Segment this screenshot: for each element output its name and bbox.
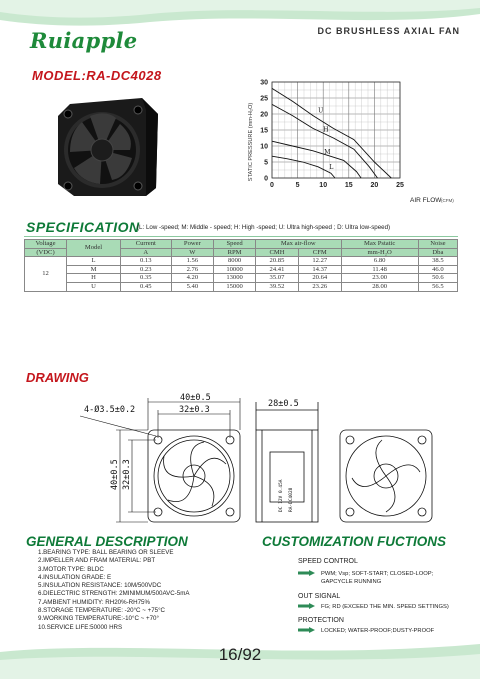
speed-cell: 15000 xyxy=(214,282,256,291)
series-label: M xyxy=(324,149,331,156)
arrow-icon xyxy=(298,627,315,633)
table-row xyxy=(25,274,458,283)
brand-logo: Ruiapple xyxy=(30,28,138,53)
list-item: 3.MOTOR TYPE: BLDC xyxy=(38,565,104,573)
list-item: 4.INSULATION GRADE: E xyxy=(38,573,112,581)
x-axis-unit: (CFM) xyxy=(441,198,454,203)
current-cell: 0.13 xyxy=(121,257,172,266)
power-cell: 5.40 xyxy=(171,282,214,291)
protection-line1: LOCKED; WATER-PROOF;DUSTY-PROOF xyxy=(321,628,435,634)
list-item: 6.DIELECTRIC STRENGTH: 2MINIMUM/500AVC-5mA xyxy=(38,590,190,598)
col-speed: Speed xyxy=(214,240,256,249)
spec-table xyxy=(24,239,458,292)
list-item: 7.AMBIENT HUMIDITY: RH20%-RH75% xyxy=(38,598,150,606)
unit-pressure: mm-H₂O xyxy=(341,248,418,257)
series-label: L xyxy=(329,164,334,172)
cfm-cell: 20.64 xyxy=(298,274,341,283)
protection-heading: PROTECTION xyxy=(298,617,344,624)
speed-cell: 13000 xyxy=(214,274,256,283)
series-label: H xyxy=(323,126,329,134)
unit-current: A xyxy=(121,248,172,257)
series-line-m xyxy=(272,141,361,178)
cfm-cell: 12.27 xyxy=(298,257,341,266)
front-view-dims xyxy=(80,398,240,522)
pressure-cell: 6.80 xyxy=(341,257,418,266)
y-tick-label: 10 xyxy=(260,143,268,151)
noise-cell: 50.6 xyxy=(418,274,457,283)
col-model: Model xyxy=(67,240,121,257)
customization-title: CUSTOMIZATION FUCTIONS xyxy=(262,534,446,549)
speed-control-line1: PWM; Vsp; SOFT-START; CLOSED-LOOP; xyxy=(321,571,434,577)
speed-cell: 10000 xyxy=(214,265,256,274)
current-cell: 0.35 xyxy=(121,274,172,283)
chart-series xyxy=(272,88,391,178)
page-number: 16/92 xyxy=(218,645,262,664)
speed-cell: 8000 xyxy=(214,257,256,266)
cmh-cell: 20.85 xyxy=(255,257,298,266)
dim-hole-diameter: 4-Ø3.5±0.2 xyxy=(84,405,136,415)
col-pressure: Max Pstatic xyxy=(341,240,418,249)
model-cell: U xyxy=(67,282,121,291)
general-description-list xyxy=(38,549,263,632)
side-label-sub: DC 12V 0.45A xyxy=(279,479,284,512)
drawing-title: DRAWING xyxy=(26,370,89,385)
x-tick-label: 20 xyxy=(370,182,379,189)
y-tick-label: 30 xyxy=(260,79,268,87)
power-cell: 1.56 xyxy=(171,257,214,266)
x-axis-label: AIR FLOW xyxy=(410,197,442,204)
front-view xyxy=(148,430,240,522)
power-cell: 2.76 xyxy=(171,265,214,274)
col-current: Current xyxy=(121,240,172,249)
general-description-title: GENERAL DESCRIPTION xyxy=(26,534,188,549)
y-tick-label: 25 xyxy=(260,95,268,103)
spec-title: SPECIFICATION xyxy=(26,219,140,235)
y-axis-label: STATIC PRESSURE (mm-H₂O) xyxy=(248,102,254,182)
cfm-cell: 14.37 xyxy=(298,265,341,274)
model-cell: M xyxy=(67,265,121,274)
unit-noise: Dba xyxy=(418,248,457,257)
list-item: 8.STORAGE TEMPERATURE: -20°C ~ +75°C xyxy=(38,607,166,615)
dim-hole-spacing: 32±0.3 xyxy=(179,405,210,415)
x-tick-label: 25 xyxy=(396,182,404,189)
speed-control-row xyxy=(298,570,433,586)
dim-height-spacing: 32±0.3 xyxy=(122,459,132,490)
noise-cell: 46.0 xyxy=(418,265,457,274)
fan-product-photo xyxy=(50,92,162,200)
pressure-cell: 28.00 xyxy=(341,282,418,291)
y-tick-label: 15 xyxy=(260,127,268,135)
speed-control-line2: GAPCYCLE RUNNING xyxy=(321,579,382,585)
protection-row xyxy=(298,627,434,635)
voltage-cell: 12 xyxy=(25,257,67,291)
list-item: 10.SERVICE LIFE:50000 HRS xyxy=(38,623,123,631)
x-tick-label: 5 xyxy=(295,182,300,189)
side-label-main: RA-DC4028 xyxy=(289,487,294,512)
unit-voltage: (VDC) xyxy=(25,248,67,257)
list-item: 1.BEARING TYPE: BALL BEARING OR SLEEVE xyxy=(38,549,174,556)
speed-control-heading: SPEED CONTROL xyxy=(298,558,358,565)
series-line-l xyxy=(272,156,335,178)
arrow-icon xyxy=(298,603,315,609)
list-item: 5.INSULATION RESISTANCE: 10M/500VDC xyxy=(38,582,162,590)
x-tick-label: 10 xyxy=(319,182,328,189)
current-cell: 0.45 xyxy=(121,282,172,291)
noise-cell: 38.5 xyxy=(418,257,457,266)
y-tick-label: 5 xyxy=(264,159,268,167)
product-category: DC BRUSHLESS AXIAL FAN xyxy=(317,26,460,36)
model-title: MODEL:RA-DC4028 xyxy=(32,68,162,83)
table-row xyxy=(25,257,458,266)
unit-cfm: CFM xyxy=(298,248,341,257)
pressure-cell: 11.48 xyxy=(341,265,418,274)
technical-drawing xyxy=(80,392,470,524)
out-signal-heading: OUT SIGNAL xyxy=(298,593,341,600)
cmh-cell: 35.07 xyxy=(255,274,298,283)
back-view xyxy=(340,430,432,522)
out-signal-line1: FG; RD (EXCEED THE MIN. SPEED SETTINGS) xyxy=(321,604,449,610)
col-voltage: Voltage xyxy=(25,240,67,249)
side-view xyxy=(256,402,318,522)
col-power: Power xyxy=(171,240,214,249)
noise-cell: 56.5 xyxy=(418,282,457,291)
spec-rule xyxy=(24,236,458,237)
unit-speed: RPM xyxy=(214,248,256,257)
list-item: 2.IMPELLER AND FRAM MATERIAL: PBT xyxy=(38,557,156,565)
dim-width: 40±0.5 xyxy=(180,393,211,403)
cfm-cell: 23.26 xyxy=(298,282,341,291)
unit-power: W xyxy=(171,248,214,257)
y-tick-label: 0 xyxy=(264,175,268,183)
dim-depth: 28±0.5 xyxy=(268,399,299,409)
cmh-cell: 24.41 xyxy=(255,265,298,274)
dim-height: 40±0.5 xyxy=(110,459,120,490)
unit-cmh: CMH xyxy=(255,248,298,257)
chart-ticks xyxy=(260,80,404,190)
current-cell: 0.23 xyxy=(121,265,172,274)
pressure-cell: 23.00 xyxy=(341,274,418,283)
arrow-icon xyxy=(298,570,315,576)
model-cell: H xyxy=(67,274,121,283)
cmh-cell: 39.52 xyxy=(255,282,298,291)
model-cell: L xyxy=(67,257,121,266)
table-row xyxy=(25,265,458,274)
series-label: U xyxy=(318,107,324,115)
table-row xyxy=(25,282,458,291)
y-tick-label: 20 xyxy=(260,111,268,119)
col-noise: Noise xyxy=(418,240,457,249)
spec-legend: (L: Low -speed; M: Middle - speed; H: High -speed; U: Ultra high-speed ; D: Ultra low-speed) xyxy=(137,224,391,231)
pq-curve-chart xyxy=(240,72,470,207)
out-signal-row xyxy=(298,603,449,611)
power-cell: 4.20 xyxy=(171,274,214,283)
col-airflow: Max air-flow xyxy=(255,240,341,249)
list-item: 9.WORKING TEMPERATURE:-10°C ~ +70° xyxy=(38,615,159,623)
x-tick-label: 0 xyxy=(270,182,274,189)
x-tick-label: 15 xyxy=(344,182,353,189)
